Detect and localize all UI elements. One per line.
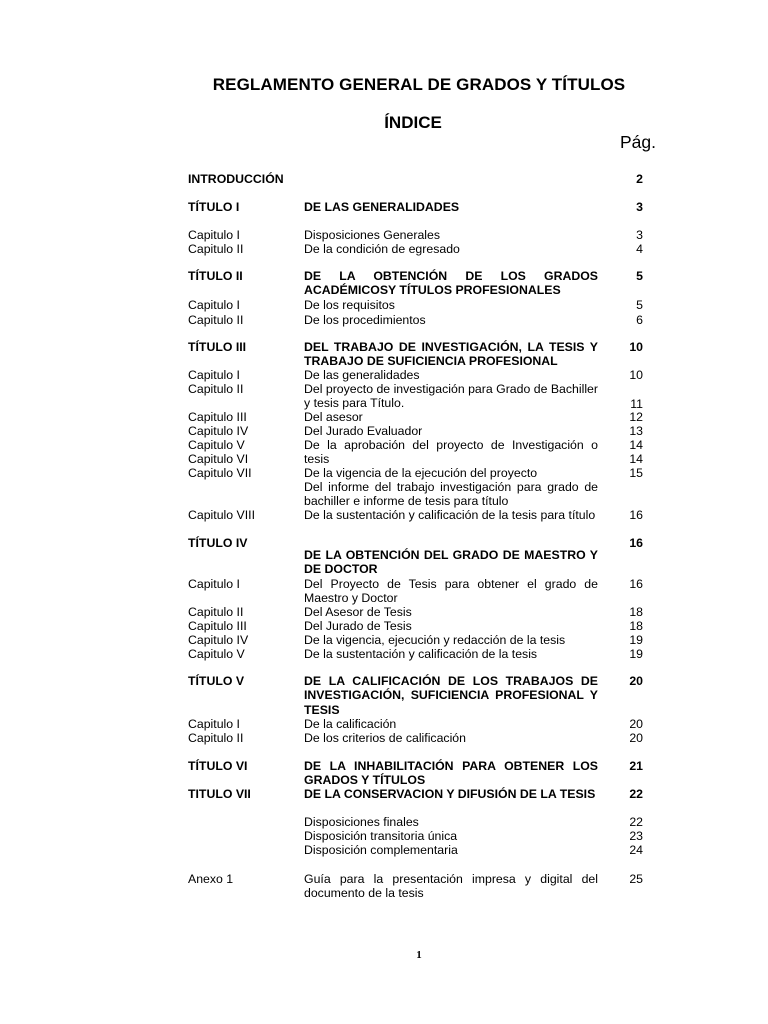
- toc-entry-page: 16: [629, 577, 643, 591]
- toc-entry-text: De la sustentación y calificación de la tesis para título: [304, 508, 596, 522]
- toc-entry-label: Capitulo I: [188, 577, 240, 591]
- toc-entry-page: 18: [629, 619, 643, 633]
- toc-entry-page: 21: [629, 759, 643, 773]
- document-title: REGLAMENTO GENERAL DE GRADOS Y TÍTULOS: [212, 75, 626, 94]
- toc-entry-label: TÍTULO V: [188, 674, 245, 688]
- toc-entry-label: Capitulo III: [188, 619, 247, 633]
- toc-entry-page: 5: [636, 269, 643, 283]
- toc-entry-text: Disposiciones Generales: [304, 228, 441, 242]
- toc-entry-page: 4: [636, 242, 643, 256]
- toc-entry-label: INTRODUCCIÓN: [188, 172, 284, 186]
- toc-entry-text: Disposiciones finales: [304, 815, 419, 829]
- toc-entry-label: Capitulo V: [188, 438, 245, 452]
- toc-entry-text: Del Asesor de Tesis: [304, 605, 412, 619]
- toc-entry-label: Capitulo VI: [188, 452, 249, 466]
- toc-entry-text: De la aprobación del proyecto de Investigación o tesis: [304, 438, 598, 467]
- toc-entry-page: 10: [629, 368, 643, 382]
- toc-entry-page: 20: [629, 674, 643, 688]
- toc-entry-page: 16: [629, 508, 643, 522]
- toc-entry-page: 20: [629, 717, 643, 731]
- toc-entry-label: Capitulo I: [188, 228, 240, 242]
- toc-entry-text: Del asesor: [304, 410, 363, 424]
- toc-entry-page: 22: [629, 787, 643, 801]
- toc-entry-label: Capitulo II: [188, 605, 244, 619]
- toc-entry-text: Disposición transitoria única: [304, 829, 458, 843]
- toc-entry-text: Del proyecto de investigación para Grado de Bachiller y tesis para Título.: [304, 382, 598, 411]
- toc-entry-text: De los requisitos: [304, 298, 395, 312]
- toc-entry-label: Capitulo VII: [188, 466, 252, 480]
- toc-entry-text: Disposición complementaria: [304, 843, 458, 857]
- toc-entry-page: 14: [629, 438, 643, 452]
- page-column-header: Pág.: [620, 132, 656, 152]
- toc-entry-page: 19: [629, 647, 643, 661]
- toc-entry-page: 3: [636, 200, 643, 214]
- toc-entry-page: 16: [629, 536, 643, 550]
- toc-entry-text: DE LA OBTENCIÓN DEL GRADO DE MAESTRO Y DE DOCTOR: [304, 548, 598, 577]
- toc-entry-page: 19: [629, 633, 643, 647]
- toc-entry-text: DE LA CONSERVACION Y DIFUSIÓN DE LA TESIS: [304, 787, 596, 801]
- toc-entry-label: TÍTULO I: [188, 200, 240, 214]
- toc-entry-label: Capitulo II: [188, 731, 244, 745]
- toc-entry-page: 2: [636, 172, 643, 186]
- toc-entry-label: Capitulo IV: [188, 633, 249, 647]
- toc-entry-label: Capitulo II: [188, 313, 244, 327]
- toc-entry-text: De los procedimientos: [304, 313, 426, 327]
- toc-entry-page: 18: [629, 605, 643, 619]
- toc-entry-page: 24: [629, 843, 643, 857]
- toc-entry-text: Del informe del trabajo investigación para grado de bachiller e informe de tesis para título: [304, 480, 598, 509]
- toc-entry-label: Anexo 1: [188, 872, 234, 886]
- toc-entry-text: Guía para la presentación impresa y digital del documento de la tesis: [304, 872, 598, 901]
- toc-entry-text: De la sustentación y calificación de la tesis: [304, 647, 538, 661]
- toc-entry-label: TÍTULO IV: [188, 536, 248, 550]
- index-heading: ÍNDICE: [384, 113, 442, 132]
- toc-entry-text: DE LA INHABILITACIÓN PARA OBTENER LOS GRADOS Y TÍTULOS: [304, 759, 598, 788]
- toc-entry-text: De la calificación: [304, 717, 397, 731]
- toc-entry-page: 11: [630, 397, 643, 411]
- toc-entry-text: DE LA OBTENCIÓN DE LOS GRADOS ACADÉMICOSY TÍTULOS PROFESIONALES: [304, 269, 598, 298]
- toc-entry-page: 5: [636, 298, 643, 312]
- toc-entry-page: 15: [629, 466, 643, 480]
- toc-entry-page: 13: [629, 424, 643, 438]
- toc-entry-text: Del Jurado de Tesis: [304, 619, 412, 633]
- toc-entry-label: Capitulo V: [188, 647, 245, 661]
- toc-entry-text: De los criterios de calificación: [304, 731, 466, 745]
- toc-entry-label: TITULO VII: [188, 787, 251, 801]
- toc-entry-label: Capitulo I: [188, 298, 240, 312]
- toc-entry-page: 22: [629, 815, 643, 829]
- toc-entry-label: TÍTULO III: [188, 340, 247, 354]
- page-number: 1: [416, 949, 422, 961]
- toc-entry-text: DE LAS GENERALIDADES: [304, 200, 460, 214]
- toc-entry-text: De la vigencia, ejecución y redacción de la tesis: [304, 633, 566, 647]
- toc-entry-text: Del Jurado Evaluador: [304, 424, 423, 438]
- toc-entry-page: 10: [629, 340, 643, 354]
- toc-entry-label: Capitulo VIII: [188, 508, 255, 522]
- toc-entry-label: Capitulo IV: [188, 424, 249, 438]
- toc-entry-label: Capitulo II: [188, 382, 244, 396]
- toc-entry-page: 14: [629, 452, 643, 466]
- toc-entry-page: 12: [629, 410, 643, 424]
- toc-entry-label: TÍTULO VI: [188, 759, 248, 773]
- toc-entry-page: 25: [629, 872, 643, 886]
- toc-entry-text: DEL TRABAJO DE INVESTIGACIÓN, LA TESIS Y TRABAJO DE SUFICIENCIA PROFESIONAL: [304, 340, 598, 369]
- toc-entry-text: De la condición de egresado: [304, 242, 460, 256]
- toc-entry-page: 6: [636, 313, 643, 327]
- toc-entry-label: Capitulo I: [188, 717, 240, 731]
- toc-entry-text: De las generalidades: [304, 368, 420, 382]
- toc-entry-label: Capitulo II: [188, 242, 244, 256]
- toc-entry-text: Del Proyecto de Tesis para obtener el grado de Maestro y Doctor: [304, 577, 598, 606]
- toc-entry-text: DE LA CALIFICACIÓN DE LOS TRABAJOS DE INVESTIGACIÓN, SUFICIENCIA PROFESIONAL Y TESIS: [304, 674, 598, 717]
- toc-entry-text: De la vigencia de la ejecución del proyecto: [304, 466, 538, 480]
- toc-entry-label: Capitulo III: [188, 410, 247, 424]
- toc-entry-page: 20: [629, 731, 643, 745]
- toc-entry-label: Capitulo I: [188, 368, 240, 382]
- toc-entry-page: 23: [629, 829, 643, 843]
- toc-entry-label: TÍTULO II: [188, 269, 243, 283]
- toc-entry-page: 3: [636, 228, 643, 242]
